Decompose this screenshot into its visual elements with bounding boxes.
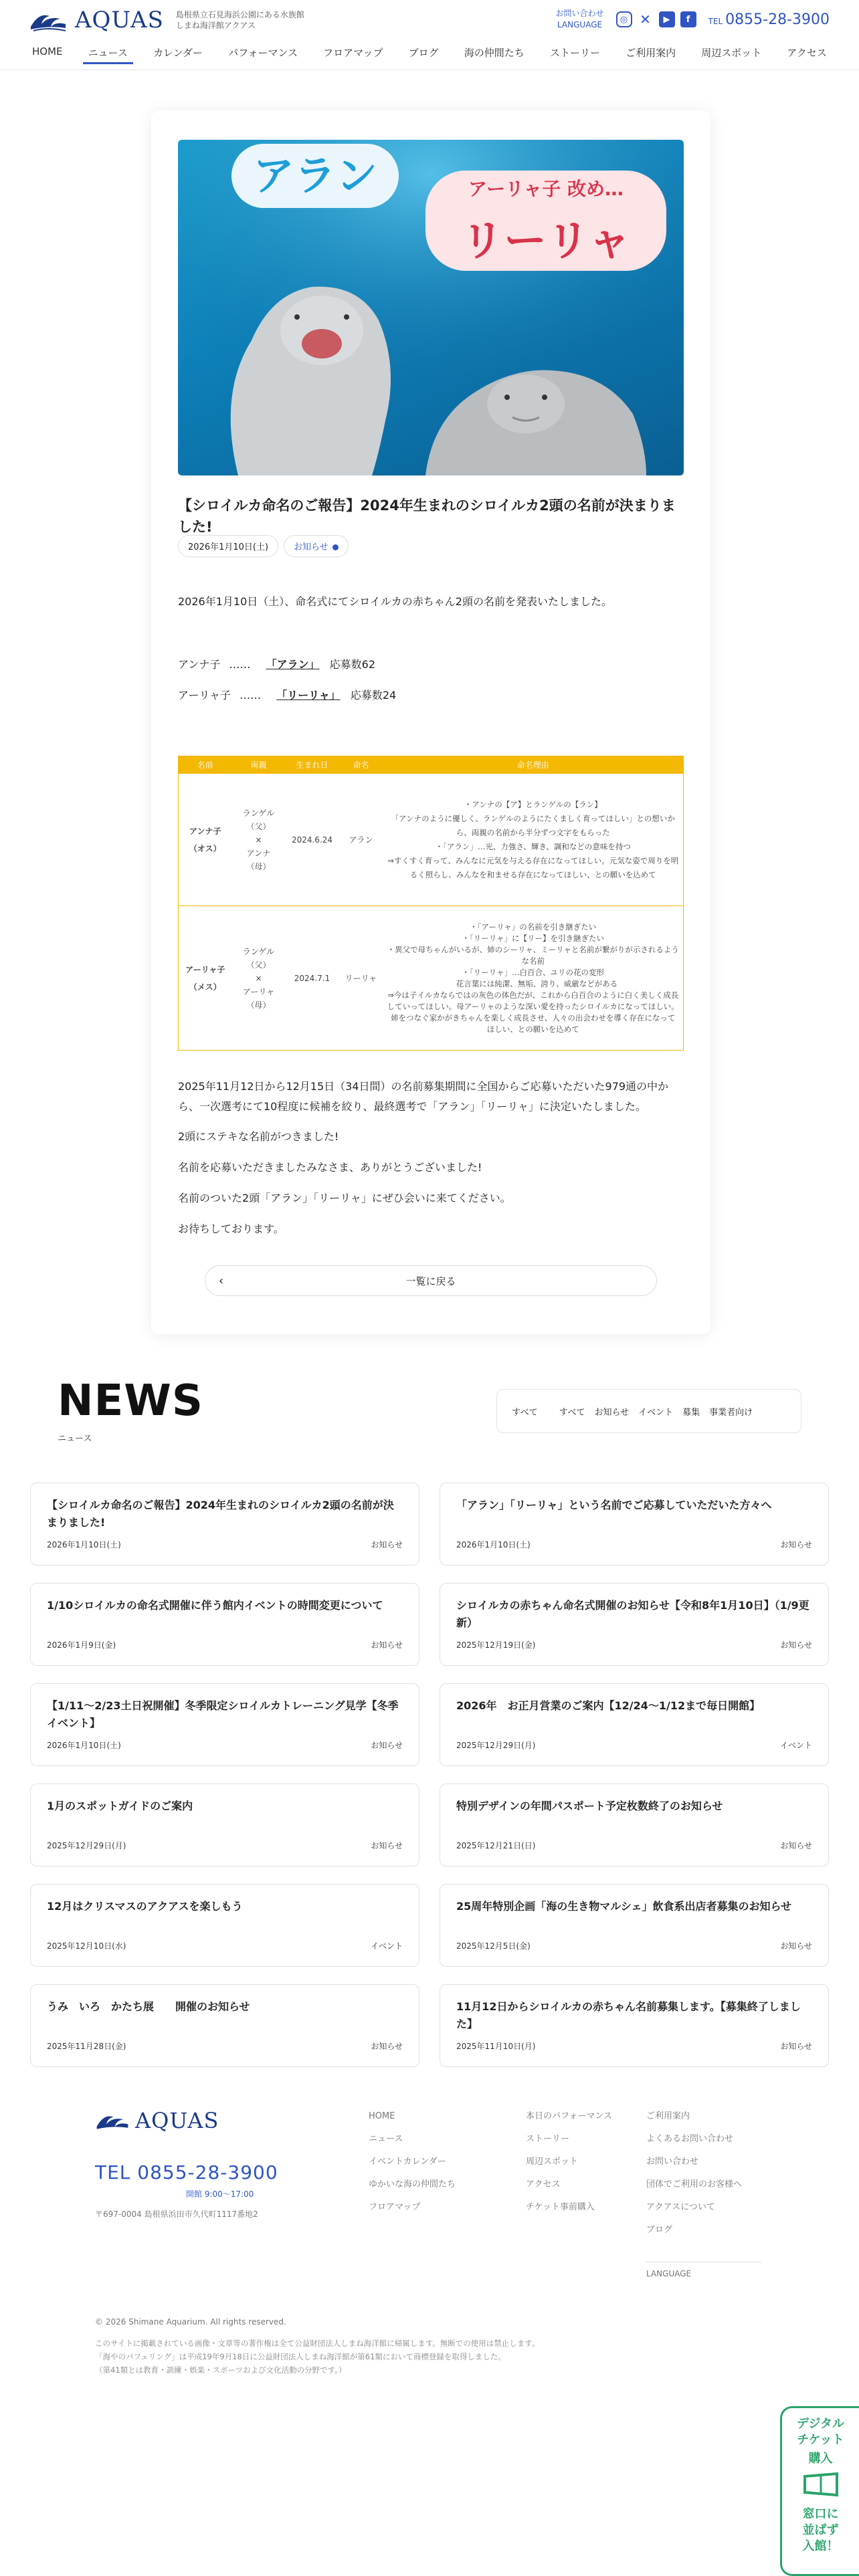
footer-hours: 開館 9:00～17:00 [186,2189,254,2199]
reason-line: ⇒今は子イルカならではの灰色の体色だが、これから白百合のように白く美しく成長していってほしい。母アーリャのような深い愛を持ったシロイルカになってほしい。姉をつなぐ家かがきちゃんを楽しく成長させ、人々の出会わせを導く存在になってほしい、との願いを込めて [387,990,679,1034]
copyright: © 2026 Shimane Aquarium. All rights reserved. [95,2317,286,2327]
chosen-name: 「アラン」 [266,658,320,671]
facebook-icon[interactable]: f [680,11,696,27]
news-title: 25周年特別企画「海の生き物マルシェ」飲食系出店者募集のお知らせ [456,1900,792,1913]
article-date: 2026年1月10日(土) [178,535,278,557]
youtube-icon[interactable]: ▶ [659,11,675,27]
ticket-line: デジタル [797,2417,844,2431]
nav-home[interactable]: HOME [32,45,63,58]
footer-link[interactable]: チケット事前購入 [526,2202,595,2212]
cell-new-name: アラン [339,774,383,906]
news-category: お知らせ [780,1540,812,1549]
contact-link[interactable]: お問い合わせ [555,9,604,18]
footer-link[interactable]: お問い合わせ [646,2157,699,2167]
nav-access[interactable]: アクセス [787,47,827,59]
article-category[interactable] [284,535,349,557]
footer-link[interactable]: ブログ [646,2225,673,2235]
news-date: 2025年11月28日(金) [47,2042,126,2051]
footer-link[interactable]: ストーリー [526,2134,570,2144]
ticket-icon [801,2471,841,2498]
news-card[interactable] [30,1683,419,1766]
footer-link[interactable]: フロアマップ [369,2202,421,2212]
footer-address: 〒697-0004 島根県浜田市久代町1117番地2 [95,2210,258,2219]
footer-col-2 [526,2105,612,2219]
news-title: 特別デザインの年間パスポート予定枚数終了のお知らせ [456,1800,723,1812]
name-dots: …… [240,689,262,702]
logo-sub-line1: 島根県立石見海浜公園にある水族館 [175,10,304,19]
wave-logo-icon [29,7,67,33]
news-title: 1月のスポットガイドのご案内 [47,1800,193,1812]
filter-business[interactable]: 事業者向け [709,1407,753,1418]
name-label: アーリャ子 [178,689,231,702]
main-nav [27,43,832,64]
news-category: お知らせ [371,2042,403,2051]
nav-calendar[interactable]: カレンダー [153,47,203,59]
footer-link[interactable]: イベントカレンダー [369,2157,446,2167]
logo-sub-line2: しまね海洋館アクアス [175,21,256,30]
nav-blog[interactable]: ブログ [408,47,439,59]
name-dots: …… [229,658,251,671]
cell-new-name: リーリャ [339,906,383,1051]
article-title: 【シロイルカ命名のご報告】2024年生まれのシロイルカ2頭の名前が決まりました! [178,498,676,535]
nav-creatures[interactable]: 海の仲間たち [464,47,524,59]
news-date: 2026年1月10日(土) [47,1540,121,1549]
footer-tel[interactable]: TEL 0855-28-3900 [95,2161,278,2183]
news-filter [496,1389,801,1433]
news-category: イベント [779,1741,812,1750]
col-header: 両親 [232,756,286,774]
logo-text: AQUAS [75,7,164,33]
news-card[interactable] [30,1784,419,1866]
reason-line: 「アンナのように優しく、ランゲルのようにたくましく育ってほしい」との想いから、両親の名前から半分ずつ文字をもらった [391,813,675,837]
footer-note: このサイトに掲載されている画像・文章等の著作権は全て公益財団法人しまね海洋館に帰属します。無断での使用は禁止します。 [95,2339,540,2348]
reason-line: ・「アラン」…光、力強さ、輝き、調和などの意味を持つ [435,841,631,851]
filter-notice[interactable]: お知らせ [594,1407,630,1418]
reason-line: ・「リーリャ」…白百合、ユリの花の変形 [462,967,604,977]
news-card[interactable] [440,1583,829,1666]
site-logo[interactable] [29,7,304,33]
naming-table [178,756,684,1051]
news-category: お知らせ [371,1640,403,1650]
col-header: 命名 [339,756,383,774]
news-category: お知らせ [780,1841,812,1850]
table-header [179,756,684,774]
nav-spots[interactable]: 周辺スポット [701,47,762,59]
news-title: うみ いろ かたち展 開催のお知らせ [47,2000,250,2013]
cell-name: アンナ子 （オス） [179,774,232,906]
filter-all[interactable]: すべて [512,1407,538,1418]
news-card[interactable] [440,1884,829,1967]
news-card[interactable] [30,1884,419,1967]
name-result-row [178,656,375,671]
footer-link[interactable]: HOME [369,2111,395,2121]
footer-link[interactable]: アクセス [526,2179,561,2189]
news-date: 2025年12月19日(金) [456,1640,536,1650]
header-utilities [556,8,830,31]
news-card[interactable] [30,1984,419,2067]
hero-image [178,140,684,475]
category-label: お知らせ [294,542,328,552]
reason-line: 花言葉には純潔、無垢、誇り、威厳などがある [448,978,618,988]
news-date: 2025年12月10日(水) [47,1941,126,1951]
tel-label: TEL [708,16,723,26]
table-row [179,906,684,1051]
news-title: シロイルカの赤ちゃん命名式開催のお知らせ【令和8年1月10日】（1/9更新） [456,1599,809,1629]
news-subheading: ニュース [58,1434,92,1444]
mother: アンナ （母） [246,848,271,871]
footer-link[interactable]: ニュース [369,2134,403,2144]
news-date: 2025年12月21日(日) [456,1841,536,1850]
wave-logo-icon [95,2109,130,2133]
hero-name-lilya: リーリャ [460,217,632,266]
cell-reason [383,906,684,1051]
footer-link[interactable]: アクアスについて [646,2202,715,2212]
footer-note: （第41類とは教育・訓練・娯楽・スポーツおよび文化活動の分野です。） [95,2365,347,2375]
father: ランゲル （父） [242,946,275,970]
tel-number: 0855-28-3900 [725,11,830,28]
header-tel[interactable] [708,11,830,28]
news-title: 「アラン」「リーリャ」という名前でご応募していただいた方々へ [456,1499,772,1511]
news-card[interactable] [30,1583,419,1666]
filter-event[interactable]: イベント [638,1407,674,1418]
news-date: 2026年1月10日(土) [456,1540,531,1549]
name-result-row [178,687,396,702]
table-row [179,774,684,906]
site-header [0,0,859,70]
cell-name: アーリャ子 （メス） [179,906,232,1051]
footer-link[interactable]: よくあるお問い合わせ [646,2134,734,2144]
chosen-name: 「リーリャ」 [276,689,341,702]
ticket-line: 並ばず [802,2523,839,2537]
vote-count: 応募数24 [350,689,397,702]
news-category: お知らせ [371,1841,403,1850]
cell-reason [383,774,684,906]
news-title: 【1/11～2/23土日祝開催】冬季限定シロイルカトレーニング見学【冬季イベント】 [47,1699,399,1729]
news-heading: NEWS [58,1376,203,1426]
article-card [151,110,710,1334]
news-category: お知らせ [780,2042,812,2051]
article-intro: 2026年1月10日（土）、命名式にてシロイルカの赤ちゃん2頭の名前を発表いたしました。 [178,595,612,608]
reason-line: ・異父で母ちゃんがいるが、姉のシーリャ、ミーリャと名前が繋がりが示されるような名前 [387,944,679,966]
father: ランゲル （父） [242,808,275,831]
article-para: お待ちしております。 [178,1222,284,1235]
language-link[interactable]: LANGUAGE [557,20,603,29]
news-date: 2026年1月10日(土) [47,1741,121,1750]
ticket-line: 購入 [808,2452,833,2466]
news-date: 2025年12月29日(月) [47,1841,126,1850]
footer-notes [95,2337,539,2377]
news-category: お知らせ [780,1941,812,1951]
news-title: 2026年 お正月営業のご案内【12/24～1/12まで毎日開館】 [456,1699,761,1712]
utility-links [556,8,604,31]
footer-link[interactable]: 本日のパフォーマンス [526,2111,612,2121]
col-header: 命名理由 [383,756,684,774]
cross: × [255,835,262,845]
news-date: 2025年12月5日(金) [456,1941,531,1951]
nav-performance[interactable]: パフォーマンス [228,47,298,59]
footer-col-3 [646,2105,742,2242]
filter-all-2[interactable]: すべて [559,1407,585,1418]
cell-born: 2024.6.24 [286,774,339,906]
filter-recruit[interactable]: 募集 [682,1407,700,1418]
news-category: イベント [370,1941,403,1951]
name-label: アンナ子 [178,658,221,671]
news-title: 11月12日からシロイルカの赤ちゃん名前募集します。【募集終了しました】 [456,2000,801,2030]
cell-born: 2024.7.1 [286,906,339,1051]
nav-news[interactable]: ニュース [83,43,133,64]
nav-story[interactable]: ストーリー [549,47,600,59]
logo-subtitle [176,9,304,31]
news-category: お知らせ [371,1741,403,1750]
footer-logo[interactable] [95,2108,219,2133]
col-header: 生まれ日 [286,756,339,774]
footer-link[interactable]: ゆかいな海の仲間たち [369,2179,456,2189]
news-title: 【シロイルカ命名のご報告】2024年生まれのシロイルカ2頭の名前が決まりました! [47,1499,394,1529]
footer-link[interactable]: ご利用案内 [646,2111,690,2121]
footer-logo-text: AQUAS [135,2108,219,2133]
x-icon[interactable]: ✕ [640,11,651,27]
nav-guide[interactable]: ご利用案内 [626,47,676,59]
category-dot-icon [332,544,339,550]
digital-ticket-button[interactable] [780,2406,859,2576]
news-category: お知らせ [371,1540,403,1549]
news-date: 2025年11月10日(月) [456,2042,536,2051]
ticket-line: チケット [797,2433,844,2447]
article-meta [178,535,349,557]
reason-line: ・アンナの【ア】とランゲルの【ラン】 [464,799,602,809]
footer-link[interactable]: 周辺スポット [526,2157,579,2167]
sns-links [616,11,696,27]
chevron-left-icon: ‹ [219,1273,224,1288]
news-date: 2025年12月29日(月) [456,1741,536,1750]
hero-name-alan: アラン [252,151,377,200]
article-para: 名前のついた2頭「アラン」「リーリャ」にぜひ会いに来てください。 [178,1192,511,1204]
news-card[interactable] [440,1784,829,1866]
cell-parents [232,774,286,906]
col-header: 名前 [179,756,232,774]
news-card[interactable] [440,1683,829,1766]
mother: アーリャ （母） [242,986,275,1010]
footer-col-1 [369,2105,456,2219]
hero-sub-text: アーリャ子 改め… [468,178,624,200]
nav-floormap[interactable]: フロアマップ [323,47,383,59]
news-date: 2026年1月9日(金) [47,1640,116,1650]
footer-link[interactable]: 団体でご利用のお客様へ [646,2179,743,2189]
vote-count: 応募数62 [329,658,376,671]
footer-language[interactable]: LANGUAGE [646,2262,761,2278]
news-card[interactable] [30,1483,419,1566]
back-label: 一覧に戻る [405,1275,456,1287]
footer-note: 「海やのパフェリング」は平成19年9月18日に公益財団法人しまね海洋館が第61類において商標登録を取得しました。 [95,2352,506,2361]
news-category: お知らせ [780,1640,812,1650]
news-card[interactable] [440,1483,829,1566]
reason-line: ⇒すくすく育って、みんなに元気を与える存在になってほしい。元気な姿で周りを明るく照らし、みんなを和ませる存在になってほしい、との願いを込めて [387,855,679,879]
reason-line: ・「アーリャ」の名前を引き継ぎたい [470,922,597,932]
cross: × [255,973,262,983]
reason-line: ・「リーリャ」に【リー】を引き継ぎたい [462,933,604,943]
news-card[interactable] [440,1984,829,2067]
ticket-line: 窓口に [802,2507,839,2521]
article-para: 名前を応募いただきましたみなさま、ありがとうございました! [178,1161,482,1174]
article-para: 2025年11月12日から12月15日（34日間）の名前募集期間に全国からご応募いただいた979通の中から、一次選考にて10程度に候補を絞り、最終選考で「アラン」「リーリャ」に決定いたしました。 [178,1080,669,1113]
back-to-list-button[interactable] [205,1265,657,1296]
news-title: 12月はクリスマスのアクアスを楽しもう [47,1900,243,1913]
news-title: 1/10シロイルカの命名式開催に伴う館内イベントの時間変更について [47,1599,383,1612]
instagram-icon[interactable]: ◎ [616,11,632,27]
cell-parents [232,906,286,1051]
ticket-line: 入館！ [802,2539,839,2553]
article-para: 2頭にステキな名前がつきました! [178,1130,339,1143]
